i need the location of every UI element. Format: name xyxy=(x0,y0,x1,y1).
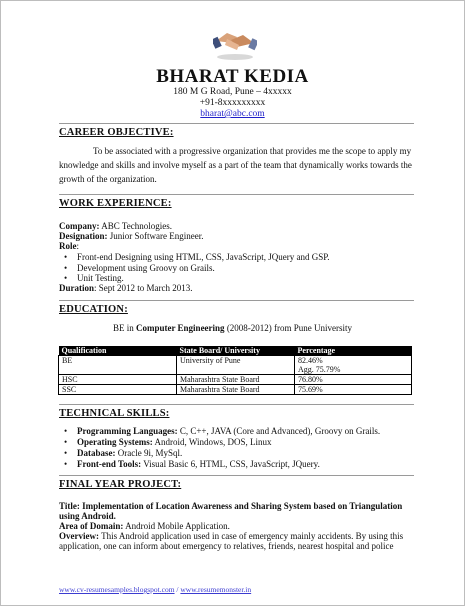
skill-label: Front-end Tools: xyxy=(77,459,142,469)
company-line xyxy=(59,221,172,231)
designation-value: Junior Software Engineer. xyxy=(109,231,204,241)
table-cell: Maharashtra State Board xyxy=(177,385,295,395)
divider xyxy=(59,194,414,195)
project-overview-line-1 xyxy=(59,531,403,541)
final-year-project-heading: FINAL YEAR PROJECT: xyxy=(59,479,182,490)
duration-label: Duration xyxy=(59,283,95,293)
table-row xyxy=(59,356,412,375)
list-item: • Unit Testing. xyxy=(77,273,124,283)
degree-details: (2008-2012) from Pune University xyxy=(226,323,353,333)
overview-label: Overview: xyxy=(59,531,99,541)
email-link[interactable]: bharat@abc.com xyxy=(200,109,265,119)
role-line xyxy=(59,241,79,251)
company-value: ABC Technologies. xyxy=(101,221,172,231)
table-cell: BE xyxy=(59,356,177,375)
divider xyxy=(59,300,414,301)
duration-value: : Sept 2012 to March 2013. xyxy=(94,283,193,293)
list-item xyxy=(77,448,182,458)
degree-line xyxy=(1,323,464,333)
table-row xyxy=(59,375,412,385)
table-row xyxy=(59,385,412,395)
skill-value: Android, Windows, DOS, Linux xyxy=(154,437,272,447)
list-item xyxy=(77,426,380,436)
footer xyxy=(59,585,251,594)
work-experience-heading: WORK EXPERIENCE: xyxy=(59,198,172,209)
phone: +91-8xxxxxxxxx xyxy=(199,98,266,108)
table-cell: Maharashtra State Board xyxy=(177,375,295,385)
list-item: • Development using Groovy on Grails. xyxy=(77,263,215,273)
skill-value: C, C++, JAVA (Core and Advanced), Groovy on Grails. xyxy=(179,426,381,436)
project-overview-line-2: application, one can inform about emergency to relatives, friends, nearest hospital and police xyxy=(59,541,394,551)
duration-line xyxy=(59,283,193,293)
list-item xyxy=(77,459,320,469)
handshake-icon xyxy=(213,23,257,63)
divider xyxy=(59,404,414,405)
company-label: Company: xyxy=(59,221,100,231)
footer-link-cv-resumesamples[interactable]: www.cv-resumesamples.blogspot.com xyxy=(59,585,175,594)
list-item xyxy=(77,437,272,447)
education-table xyxy=(58,346,412,395)
degree-prefix: BE in xyxy=(112,323,134,333)
table-header: Qualification xyxy=(59,346,177,356)
overview-text: This Android application used in case of emergency mainly accidents. By using this xyxy=(101,531,404,541)
skill-label: Operating Systems: xyxy=(77,437,153,447)
list-item: • Front-end Designing using HTML, CSS, JavaScript, JQuery and GSP. xyxy=(77,252,330,262)
table-cell: 75.69% xyxy=(295,385,412,395)
degree-name: Computer Engineering xyxy=(135,323,225,333)
career-objective-heading: CAREER OBJECTIVE: xyxy=(59,127,174,138)
footer-separator: / xyxy=(174,585,181,594)
project-domain-line xyxy=(59,521,230,531)
address: 180 M G Road, Pune – 4xxxxx xyxy=(173,87,292,97)
designation-line xyxy=(59,231,204,241)
domain-value: Android Mobile Application. xyxy=(125,521,230,531)
skill-label: Database: xyxy=(77,448,116,458)
percentage: 82.46% xyxy=(298,356,323,365)
table-cell: HSC xyxy=(59,375,177,385)
email-line xyxy=(1,109,464,120)
table-cell xyxy=(295,356,412,375)
skill-value: Oracle 9i, MySql. xyxy=(117,448,183,458)
career-objective-body: To be associated with a progressive organization that provides me the scope to apply my knowledge and skills and involve myself as a part of the team that dynamically works towards the growth of the organization. xyxy=(59,146,412,184)
project-title-line-2: using Android. xyxy=(59,511,116,521)
table-header: Percentage xyxy=(295,346,412,356)
table-cell: 76.80% xyxy=(295,375,412,385)
candidate-name: BHARAT KEDIA xyxy=(156,66,309,87)
role-suffix: : xyxy=(76,241,80,251)
technical-skills-heading: TECHNICAL SKILLS: xyxy=(59,408,170,419)
table-cell: University of Pune xyxy=(177,356,295,375)
career-objective-text xyxy=(59,144,414,186)
table-cell: SSC xyxy=(59,385,177,395)
table-header: State Board/ University xyxy=(177,346,295,356)
education-heading: EDUCATION: xyxy=(59,304,128,315)
domain-label: Area of Domain: xyxy=(59,521,124,531)
footer-link-resumemonster[interactable]: www.resumemonster.in xyxy=(180,585,252,594)
divider xyxy=(59,123,414,124)
skill-value: Visual Basic 6, HTML, CSS, JavaScript, JQuery. xyxy=(143,459,320,469)
designation-label: Designation: xyxy=(59,231,108,241)
divider xyxy=(59,475,414,476)
skill-label: Programming Languages: xyxy=(77,426,178,436)
role-label: Role xyxy=(59,241,77,251)
aggregate: Agg. 75.79% xyxy=(298,365,341,374)
project-title-line-1: Title: Implementation of Location Awareness and Sharing System based on Triangulation xyxy=(59,501,403,511)
table-header-row xyxy=(59,346,412,356)
